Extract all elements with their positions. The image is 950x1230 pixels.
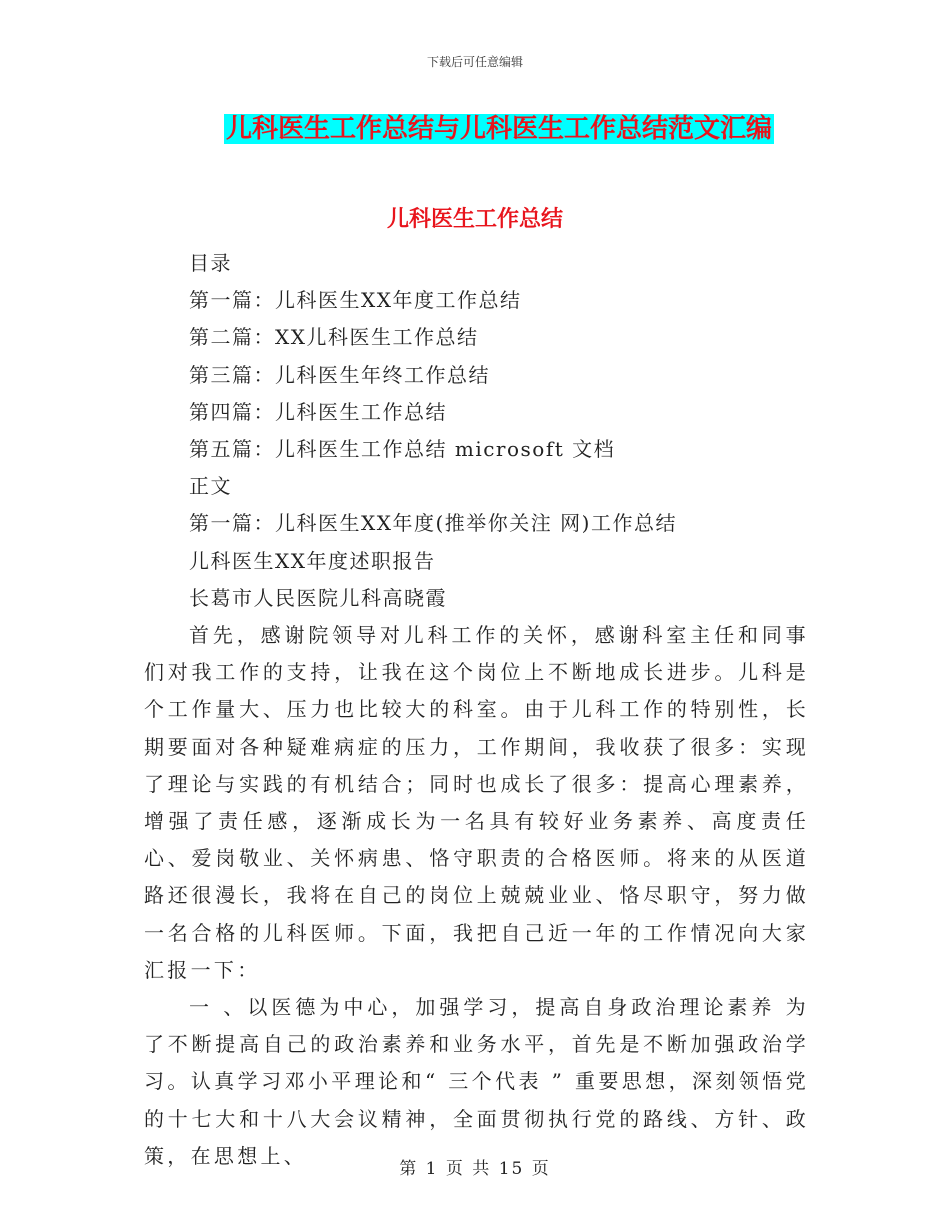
author-line: 长葛市人民医院儿科高晓霞: [189, 585, 447, 610]
body-heading: 正文: [189, 474, 232, 499]
report-title: 儿科医生XX年度述职报告: [189, 548, 436, 573]
header-note: 下载后可任意编辑: [426, 55, 523, 69]
page-footer: 第 1 页 共 15 页: [399, 1159, 551, 1179]
toc-item-3: 第三篇：儿科医生年终工作总结: [189, 362, 490, 387]
section-title: 儿科医生工作总结: [386, 206, 563, 232]
toc-item-1: 第一篇：儿科医生XX年度工作总结: [189, 288, 522, 313]
toc-item-4: 第四篇：儿科医生工作总结: [189, 399, 447, 424]
main-title-wrap: [0, 114, 950, 144]
toc-heading: 目录: [189, 251, 232, 275]
paragraph-intro: 首先，感谢院领导对儿科工作的关怀，感谢科室主任和同事们对我工作的支持，让我在这个岗位上不断地成长进步。儿科是个工作量大、压力也比较大的科室。由于儿科工作的特别性，长期要面对各种疑难病症的压力，工作期间，我收获了很多：实现了理论与实践的有机结合；同时也成长了很多：提高心理素养，增强了责任感，逐渐成长为一名具有较好业务素养、高度责任心、爱岗敬业、关怀病患、恪守职责的合格医师。将来的从医道路还很漫长，我将在自己的岗位上兢兢业业、恪尽职守，努力做一名合格的儿科医师。下面，我把自己近一年的工作情况向大家汇报一下：: [144, 623, 809, 982]
document-body: [144, 245, 809, 1175]
toc-item-5: 第五篇：儿科医生工作总结 microsoft 文档: [189, 437, 616, 462]
main-title: 儿科医生工作总结与儿科医生工作总结范文汇编: [225, 114, 772, 144]
article-title: 第一篇：儿科医生XX年度(推举你关注 网)工作总结: [189, 511, 677, 536]
toc-item-2: 第二篇：XX儿科医生工作总结: [189, 325, 479, 350]
paragraph-section-one: 一 、以医德为中心，加强学习，提高自身政治理论素养 为了不断提高自己的政治素养和业务水平，首先是不断加强政治学习。认真学习邓小平理论和“ 三个代表 ” 重要思想，深刻领悟党的十七大和十八大会议精神，全面贯彻执行党的路线、方针、政策，在思想上、: [144, 995, 809, 1168]
